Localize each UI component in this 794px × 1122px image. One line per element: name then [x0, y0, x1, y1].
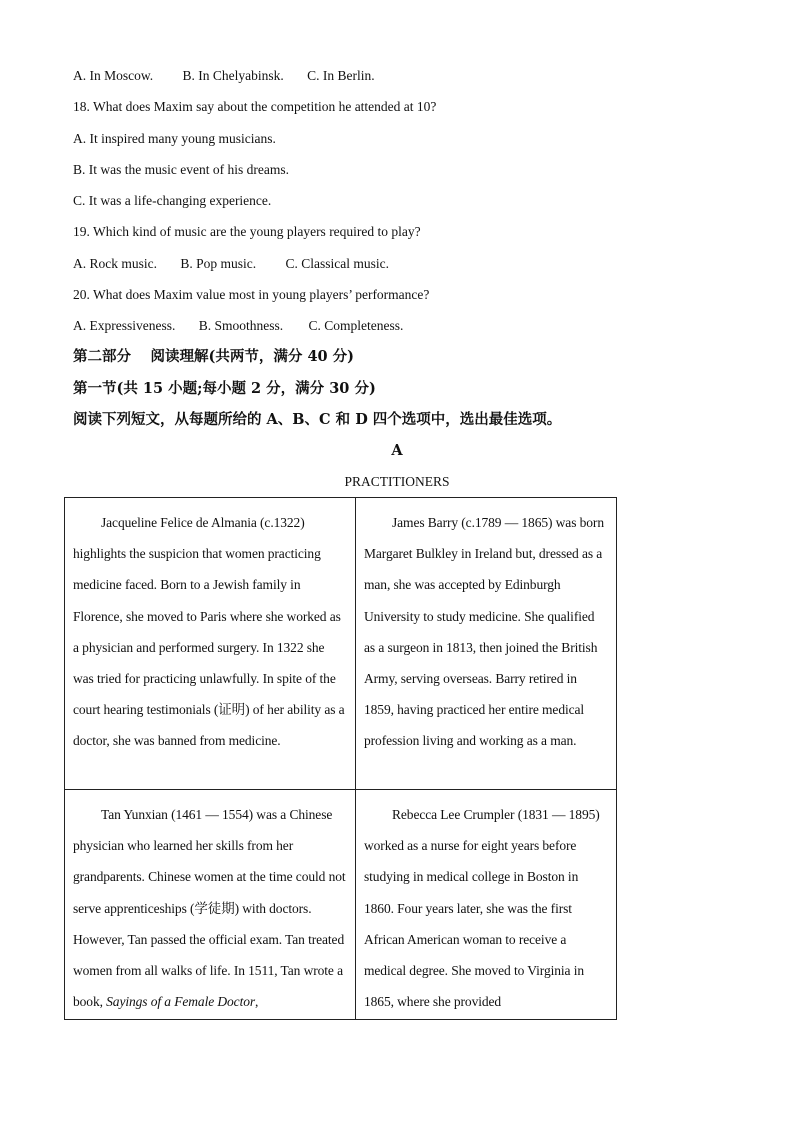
q18-option-c: C. It was a life-changing experience.: [73, 193, 272, 208]
cell-text-crumpler: Rebecca Lee Crumpler (1831 — 1895) worked as a nurse for eight years before studying in medical college in Boston in 1860. Four years later, she was the first African American woman to receive a medical degree. She moved to Virginia in 1865, where she provided: [364, 807, 600, 1010]
practitioners-table: [64, 497, 617, 1020]
cell-text-almania: Jacqueline Felice de Almania (c.1322) highlights the suspicion that women practicing medicine faced. Born to a Jewish family in Florence, she moved to Paris where she worked as a physician and performed surgery. In 1322 she was tried for practicing unlawfully. In spite of the court hearing testimonials (证明) of her ability as a doctor, she was banned from medicine.: [73, 515, 345, 749]
q19-option-c: C. Classical music.: [285, 256, 390, 271]
q17-option-b: B. In Chelyabinsk.: [182, 68, 284, 83]
cell-text-tan: [73, 799, 347, 1017]
cell-text-tan-body: Tan Yunxian (1461 — 1554) was a Chinese physician who learned her skills from her grandparents. Chinese women at the time could not serve apprenticeships (学徒期) with doctors. However, Tan passed the official exam. Tan treated women from all walks of life. In 1511, Tan wrote a book,: [73, 807, 346, 1010]
q17-option-c: C. In Berlin.: [307, 68, 375, 83]
q18-option-a: A. It inspired many young musicians.: [73, 131, 276, 146]
cell-text-tan-tail: ,: [255, 994, 259, 1010]
q20-option-b: B. Smoothness.: [198, 318, 284, 333]
q20-option-c: C. Completeness.: [308, 318, 404, 333]
table-cell-crumpler: [355, 789, 617, 1020]
q19-options: [73, 255, 389, 273]
q17-option-a: A. In Moscow.: [73, 68, 154, 83]
q19-option-b: B. Pop music.: [180, 256, 257, 271]
part-title: 第二部分 阅读理解(共两节，满分 40 分): [73, 348, 355, 365]
cell-text-barry: James Barry (c.1789 — 1865) was born Margaret Bulkley in Ireland but, dressed as a man, she was accepted by Edinburgh University to study medicine. She qualified as a surgeon in 1813, then joined the British Army, serving overseas. Barry retired in 1859, having practiced her entire medical profession living and working as a man.: [364, 515, 604, 749]
q19-question: 19. Which kind of music are the young players required to play?: [73, 224, 421, 239]
passage-title: PRACTITIONERS: [344, 474, 450, 489]
q20-question: 20. What does Maxim value most in young players’ performance?: [73, 287, 430, 302]
book-title: Sayings of a Female Doctor: [106, 994, 256, 1010]
table-cell-tan: [64, 789, 356, 1020]
q17-options: [73, 67, 375, 85]
q20-options: [73, 317, 403, 335]
passage-label: A: [391, 442, 403, 459]
subsection-title: 第一节(共 15 小题;每小题 2 分，满分 30 分): [73, 380, 376, 397]
q18-option-b: B. It was the music event of his dreams.: [73, 162, 289, 177]
table-cell-barry: [355, 497, 617, 790]
reading-instruction: 阅读下列短文，从每题所给的 A、B、C 和 D 四个选项中，选出最佳选项。: [73, 411, 562, 428]
q20-option-a: A. Expressiveness.: [73, 318, 176, 333]
table-cell-almania: [64, 497, 356, 790]
q19-option-a: A. Rock music.: [73, 256, 157, 271]
q18-question: 18. What does Maxim say about the competition he attended at 10?: [73, 99, 437, 114]
